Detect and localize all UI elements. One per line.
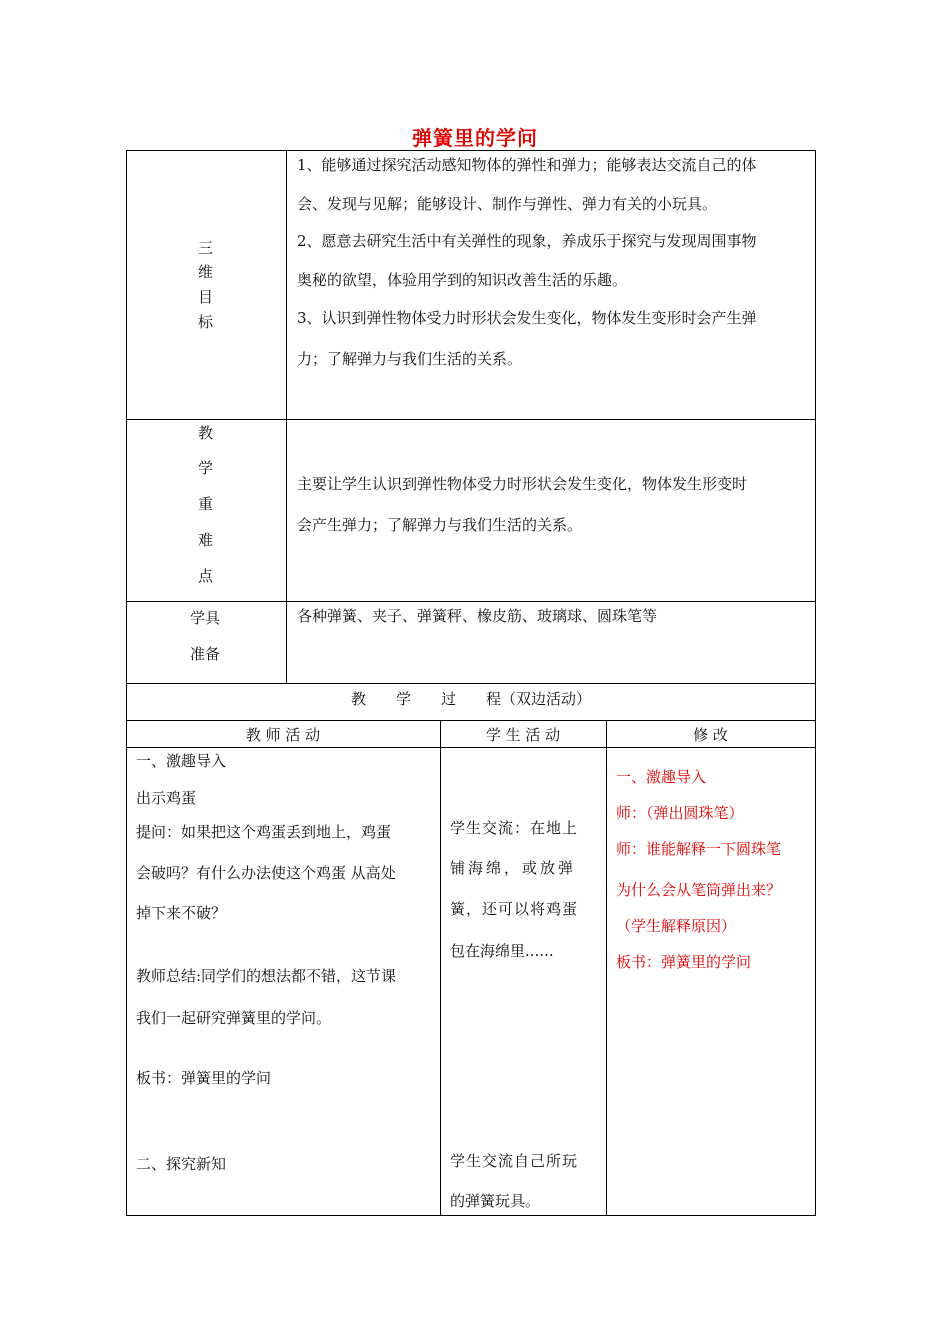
goals-label-char: 三 (198, 239, 214, 257)
goals-label-char: 标 (198, 313, 214, 331)
revise-line: 一、激趣导入 (616, 768, 707, 786)
key-points-label-char: 学 (198, 459, 214, 477)
document-title: 弹簧里的学问 (412, 126, 538, 150)
revise-line: 板书：弹簧里的学问 (616, 953, 752, 971)
teacher-column-header: 教 师 活 动 (245, 726, 321, 744)
materials-text: 各种弹簧、夹子、弹簧秤、橡皮筋、玻璃球、圆珠笔等 (297, 607, 658, 625)
key-points-label-char: 点 (198, 567, 214, 585)
revise-line: 师：谁能解释一下圆珠笔 (616, 840, 782, 858)
teacher-line: 板书：弹簧里的学问 (136, 1069, 272, 1087)
goal-line: 1、能够通过探究活动感知物体的弹性和弹力；能够表达交流自己的体 (297, 156, 757, 174)
revise-line: （学生解释原因） (616, 917, 737, 935)
key-points-label-char: 难 (198, 531, 214, 549)
teacher-line: 一、激趣导入 (136, 752, 227, 770)
teacher-line: 提问：如果把这个鸡蛋丢到地上，鸡蛋 (136, 823, 392, 841)
key-points-label-char: 重 (198, 495, 214, 513)
goals-label-char: 维 (198, 263, 214, 281)
goals-label-char: 目 (198, 288, 214, 306)
student-column-header: 学 生 活 动 (485, 726, 561, 744)
revise-line: 师：（弹出圆珠笔） (616, 804, 744, 822)
revise-line: 为什么会从笔筒弹出来？ (616, 881, 782, 899)
student-line: 学生交流：在地上 (450, 819, 579, 837)
teacher-line: 出示鸡蛋 (136, 789, 197, 807)
teacher-line: 掉下来不破？ (136, 904, 227, 922)
revise-column-header: 修 改 (693, 726, 728, 744)
goal-line: 会、发现与见解；能够设计、制作与弹性、弹力有关的小玩具。 (297, 195, 718, 213)
key-point-line: 主要让学生认识到弹性物体受力时形状会发生变化，物体发生形变时 (297, 475, 748, 493)
student-line: 的弹簧玩具。 (450, 1192, 541, 1210)
goal-line: 3、认识到弹性物体受力时形状会发生变化，物体发生变形时会产生弹 (297, 309, 757, 327)
teacher-line: 我们一起研究弹簧里的学问。 (136, 1009, 332, 1027)
student-line: 学生交流自己所玩 (450, 1152, 579, 1170)
key-point-line: 会产生弹力；了解弹力与我们生活的关系。 (297, 516, 583, 534)
goal-line: 力；了解弹力与我们生活的关系。 (297, 350, 523, 368)
teacher-line: 会破吗？有什么办法使这个鸡蛋 从高处 (136, 864, 396, 882)
student-line: 包在海绵里...... (450, 942, 554, 960)
teacher-line: 二、探究新知 (136, 1155, 227, 1173)
goal-line: 奥秘的欲望，体验用学到的知识改善生活的乐趣。 (297, 271, 628, 289)
student-line: 簧，还可以将鸡蛋 (450, 900, 579, 918)
student-line: 铺海绵，或放弹 (450, 859, 577, 877)
key-points-label-char: 教 (198, 424, 214, 442)
materials-label-line: 准备 (190, 645, 221, 663)
materials-label-line: 学具 (190, 609, 221, 627)
goal-line: 2、愿意去研究生活中有关弹性的现象，养成乐于探究与发现周围事物 (297, 232, 757, 250)
teacher-line: 教师总结:同学们的想法都不错，这节课 (136, 967, 397, 985)
process-header: 教 学 过 程（双边活动） (350, 690, 591, 708)
